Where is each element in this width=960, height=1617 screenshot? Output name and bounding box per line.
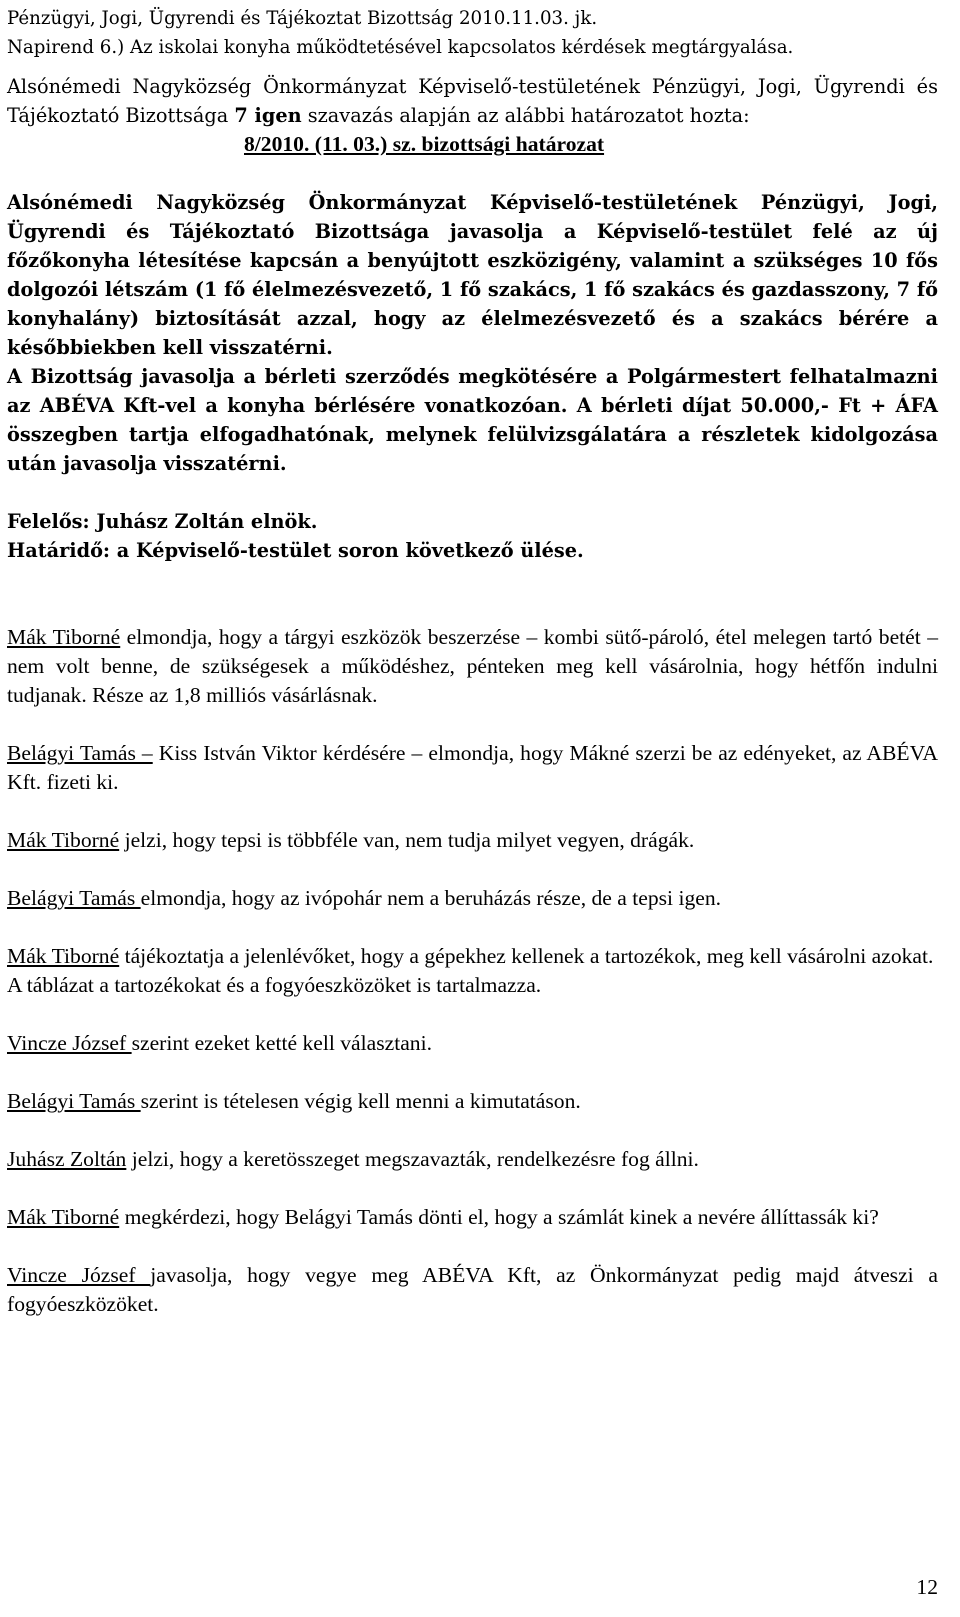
minutes-entry	[7, 884, 938, 913]
minutes-entry	[7, 942, 938, 971]
speaker-statement: szerint is tételesen végig kell menni a kimutatáson.	[140, 1089, 581, 1113]
intro-text-a: Alsónémedi Nagyközség Önkormányzat Képviselő-testületének Pénzügyi, Jogi, Ügyrendi és Tájékoztató Bizottsága	[7, 75, 938, 127]
speaker-statement: megkérdezi, hogy Belágyi Tamás dönti el, hogy a számlát kinek a nevére állíttassák ki?	[119, 1205, 879, 1229]
intro-text-b: szavazás alapján az alábbi határozatot hozta:	[301, 104, 750, 127]
speaker-statement: Kiss István Viktor kérdésére – elmondja, hogy Mákné szerzi be az edényeket, az ABÉVA Kft. fizeti ki.	[7, 741, 939, 794]
resolution-body	[7, 188, 938, 565]
minutes-extra-line: A táblázat a tartozékokat és a fogyóeszközöket is tartalmazza.	[7, 973, 542, 997]
minutes-entry	[7, 1203, 938, 1232]
minutes-entry	[7, 739, 938, 797]
header-line-1: Pénzügyi, Jogi, Ügyrendi és Tájékoztat Bizottság 2010.11.03. jk.	[7, 8, 598, 29]
resolution-title: 8/2010. (11. 03.) sz. bizottsági határozat	[244, 132, 605, 156]
resolution-paragraph-2: A Bizottság javasolja a bérleti szerződés megkötésére a Polgármestert felhatalmazni az ABÉVA Kft-vel a konyha bérlésére vonatkozóan. A bérleti díjat 50.000,- Ft + ÁFA összegben tartja elfogadhatónak, melynek felülvizsgálatára a részletek kidolgozása után javasolja visszatérni.	[7, 365, 938, 475]
header-line-2: Napirend 6.) Az iskolai konyha működtetésével kapcsolatos kérdések megtárgyalása.	[7, 37, 794, 58]
speaker-name: Juhász Zoltán	[7, 1147, 127, 1171]
speaker-statement: jelzi, hogy a keretösszeget megszavazták, rendelkezésre fog állni.	[126, 1147, 699, 1171]
minutes-entry	[7, 1261, 938, 1319]
speaker-statement: elmondja, hogy a tárgyi eszközök beszerzése – kombi sütő-pároló, étel melegen tartó betét – nem volt benne, de szükségesek a működéshez, pénteken meg kell vásárolnia, hogy hétfőn indulni tudjanak. Része az 1,8 milliós vásárlásnak.	[7, 625, 938, 707]
resolution-deadline: Határidő: a Képviselő-testület soron következő ülése.	[7, 539, 584, 562]
speaker-name: Vincze József	[7, 1031, 132, 1055]
resolution-paragraph-1: Alsónémedi Nagyközség Önkormányzat Képviselő-testületének Pénzügyi, Jogi, Ügyrendi és Tájékoztató Bizottsága javasolja a Képviselő-testület felé az új főzőkonyha létesítése kapcsán a benyújtott eszközigény, valamint a szükséges 10 fős dolgozói létszám (1 fő élelmezésvezető, 1 fő szakács, 1 fő szakács és gazdasszony, 7 fő konyhalány) biztosítását azzal, hogy az élelmezésvezető és a szakács bérére a későbbiekben kell visszatérni.	[7, 191, 938, 359]
speaker-name: Vincze József	[7, 1263, 151, 1287]
speaker-name: Mák Tiborné	[7, 828, 120, 852]
speaker-name: Belágyi Tamás	[7, 886, 141, 910]
intro-vote: 7 igen	[234, 104, 302, 127]
page-number: 12	[916, 1575, 938, 1599]
speaker-name: Mák Tiborné	[7, 1205, 120, 1229]
speaker-name: Mák Tiborné	[7, 625, 121, 649]
speaker-name: Belágyi Tamás –	[7, 741, 153, 765]
resolution-responsible: Felelős: Juhász Zoltán elnök.	[7, 510, 318, 533]
minutes-entry	[7, 623, 938, 710]
speaker-name: Mák Tiborné	[7, 944, 120, 968]
speaker-statement: jelzi, hogy tepsi is többféle van, nem tudja milyet vegyen, drágák.	[119, 828, 695, 852]
speaker-statement: elmondja, hogy az ivópohár nem a beruházás része, de a tepsi igen.	[140, 886, 722, 910]
minutes-entry	[7, 1029, 938, 1058]
intro-paragraph	[7, 72, 938, 130]
speaker-name: Belágyi Tamás	[7, 1089, 141, 1113]
minutes-entry	[7, 1087, 938, 1116]
minutes-entry	[7, 1145, 938, 1174]
minutes-entry	[7, 826, 938, 855]
speaker-statement: szerint ezeket ketté kell választani.	[131, 1031, 432, 1055]
speaker-statement: tájékoztatja a jelenlévőket, hogy a gépekhez kellenek a tartozékok, meg kell vásárolni azokat.	[119, 944, 934, 968]
speaker-statement: javasolja, hogy vegye meg ABÉVA Kft, az Önkormányzat pedig majd átveszi a fogyóeszközöket.	[7, 1263, 938, 1316]
